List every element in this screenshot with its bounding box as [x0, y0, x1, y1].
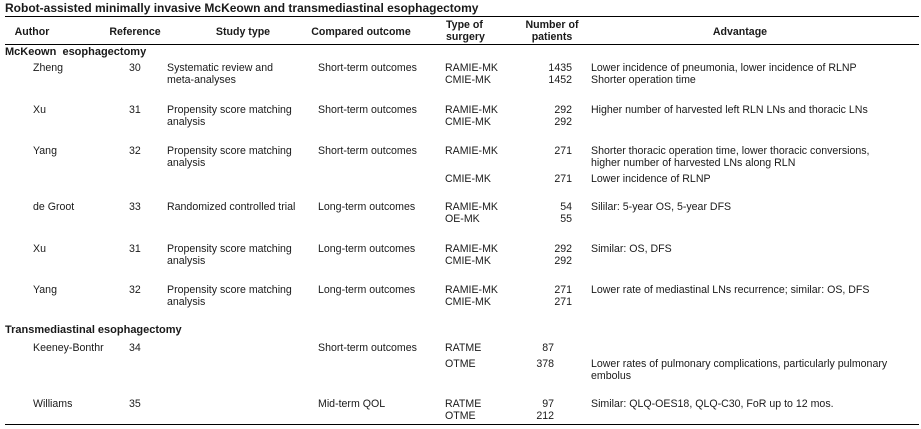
header-reference: Reference — [109, 26, 161, 38]
row7-reference: 34 — [129, 342, 141, 354]
row7-outcome: Short-term outcomes — [318, 342, 417, 354]
header-type-of-surgery-line1: Type of — [446, 19, 483, 31]
header-rule — [5, 44, 919, 45]
row6-study-type-line1: Propensity score matching — [167, 284, 292, 296]
row6-advantage-line1: Lower rate of mediastinal LNs recurrence; similar: OS, DFS — [591, 284, 870, 296]
row6-study-type-line2: analysis — [167, 296, 206, 308]
row5-surgery-line2: CMIE-MK — [445, 255, 491, 267]
row3-study-type-line2: analysis — [167, 157, 206, 169]
row7-patients-line1: 87 — [542, 342, 554, 354]
row3-outcome: Short-term outcomes — [318, 145, 417, 157]
row8-surgery-line1: RATME — [445, 398, 482, 410]
header-study-type: Study type — [215, 26, 271, 38]
header-number-of-patients-line1: Number of — [525, 19, 579, 31]
header-advantage: Advantage — [712, 26, 768, 38]
row3-patients-line2: 271 — [554, 173, 572, 185]
header-number-of-patients-line2: patients — [531, 31, 573, 43]
row7-author: Keeney-Bonthr — [33, 342, 104, 354]
row5-study-type-line2: analysis — [167, 255, 206, 267]
row8-surgery-line2: OTME — [445, 410, 476, 422]
row8-reference: 35 — [129, 398, 141, 410]
row1-advantage-line2: Shorter operation time — [591, 74, 696, 86]
header-type-of-surgery-line2: surgery — [446, 31, 485, 43]
row2-advantage-line1: Higher number of harvested left RLN LNs and thoracic LNs — [591, 104, 868, 116]
row2-surgery-line1: RAMIE-MK — [445, 104, 498, 116]
row3-advantage-line3: Lower incidence of RLNP — [591, 173, 711, 185]
row2-author: Xu — [33, 104, 46, 116]
row2-outcome: Short-term outcomes — [318, 104, 417, 116]
row4-surgery-line2: OE-MK — [445, 213, 480, 225]
row6-author: Yang — [33, 284, 57, 296]
header-author: Author — [14, 26, 50, 38]
row4-patients-line1: 54 — [560, 201, 572, 213]
row8-advantage-line1: Similar: QLQ-OES18, QLQ-C30, FoR up to 12 mos. — [591, 398, 834, 410]
row6-reference: 32 — [129, 284, 141, 296]
row7-patients-line2: 378 — [536, 358, 554, 370]
row8-author: Williams — [33, 398, 73, 410]
row8-patients-line2: 212 — [536, 410, 554, 422]
row1-study-type-line2: meta-analyses — [167, 74, 236, 86]
row4-surgery-line1: RAMIE-MK — [445, 201, 498, 213]
bottom-rule — [5, 424, 919, 425]
row7-surgery-line1: RATME — [445, 342, 482, 354]
row3-advantage-line2: higher number of harvested LNs along RLN — [591, 157, 796, 169]
header-compared-outcome: Compared outcome — [311, 26, 411, 38]
row1-advantage-line1: Lower incidence of pneumonia, lower incidence of RLNP — [591, 62, 857, 74]
row3-reference: 32 — [129, 145, 141, 157]
row5-outcome: Long-term outcomes — [318, 243, 416, 255]
row6-surgery-line2: CMIE-MK — [445, 296, 491, 308]
row2-patients-line1: 292 — [554, 104, 572, 116]
row6-outcome: Long-term outcomes — [318, 284, 416, 296]
row4-advantage-line1: Sililar: 5-year OS, 5-year DFS — [591, 201, 732, 213]
row2-patients-line2: 292 — [554, 116, 572, 128]
row3-advantage-line1: Shorter thoracic operation time, lower thoracic conversions, — [591, 145, 870, 157]
row3-surgery-line2: CMIE-MK — [445, 173, 491, 185]
row1-outcome: Short-term outcomes — [318, 62, 417, 74]
row5-patients-line1: 292 — [554, 243, 572, 255]
row3-author: Yang — [33, 145, 57, 157]
row4-outcome: Long-term outcomes — [318, 201, 416, 213]
row5-study-type-line1: Propensity score matching — [167, 243, 292, 255]
row1-surgery-line2: CMIE-MK — [445, 74, 491, 86]
row4-author: de Groot — [33, 201, 75, 213]
section-title-mckeown: McKeown esophagectomy — [5, 46, 147, 58]
table-title: Robot-assisted minimally invasive McKeown and transmediastinal esophagectomy — [5, 1, 479, 15]
row3-patients-line1: 271 — [554, 145, 572, 157]
top-rule — [5, 16, 919, 17]
row5-patients-line2: 292 — [554, 255, 572, 267]
row1-patients-line2: 1452 — [548, 74, 572, 86]
row6-patients-line1: 271 — [554, 284, 572, 296]
row5-reference: 31 — [129, 243, 141, 255]
row3-study-type-line1: Propensity score matching — [167, 145, 292, 157]
row1-author: Zheng — [33, 62, 64, 74]
row8-patients-line1: 97 — [542, 398, 554, 410]
row1-study-type-line1: Systematic review and — [167, 62, 273, 74]
row2-reference: 31 — [129, 104, 141, 116]
row7-advantage-line2: embolus — [591, 370, 632, 382]
row7-advantage-line1: Lower rates of pulmonary complications, particularly pulmonary — [591, 358, 888, 370]
row6-patients-line2: 271 — [554, 296, 572, 308]
row4-study-type-line1: Randomized controlled trial — [167, 201, 296, 213]
row7-surgery-line2: OTME — [445, 358, 476, 370]
row1-surgery-line1: RAMIE-MK — [445, 62, 498, 74]
row2-surgery-line2: CMIE-MK — [445, 116, 491, 128]
row6-surgery-line1: RAMIE-MK — [445, 284, 498, 296]
row2-study-type-line1: Propensity score matching — [167, 104, 292, 116]
row8-outcome: Mid-term QOL — [318, 398, 386, 410]
row4-patients-line2: 55 — [560, 213, 572, 225]
row1-patients-line1: 1435 — [548, 62, 572, 74]
row2-study-type-line2: analysis — [167, 116, 206, 128]
row4-reference: 33 — [129, 201, 141, 213]
row5-advantage-line1: Similar: OS, DFS — [591, 243, 672, 255]
section-title-transmediastinal: Transmediastinal esophagectomy — [5, 324, 182, 336]
row1-reference: 30 — [129, 62, 141, 74]
row3-surgery-line1: RAMIE-MK — [445, 145, 498, 157]
row5-author: Xu — [33, 243, 46, 255]
row5-surgery-line1: RAMIE-MK — [445, 243, 498, 255]
